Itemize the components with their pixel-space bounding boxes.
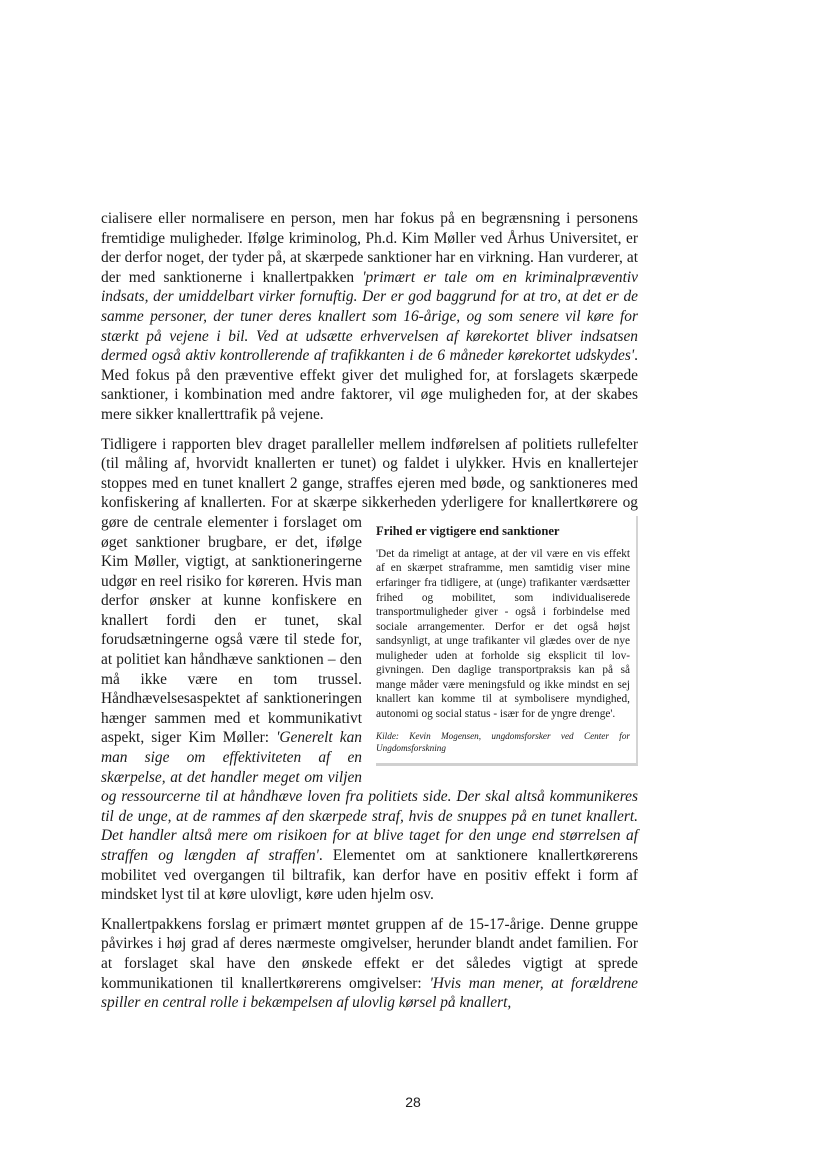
paragraph-3 <box>101 915 638 1013</box>
body-text <box>101 209 638 1013</box>
sidebar-quote: 'Det da rimeligt at antage, at der vil være en vis effekt af en skærpet straframme, men samtidig viser mine erfaringer fra tidligere, at (unge) trafikanter værdsætter frihed og mobilitet, som individualiserede transportmuligheder giver - også i forbindelse med sociale arrangementer. Derfor er det også højst sandsynligt, at unge trafikanter vil glædes over de nye muligheder uden at forholde sig eksplicit til lovgivningen. Den daglige transportpraksis kan på så mange måder være meningsfuld og ikke mindst en sej knallert kan komme til at symbolisere myndighed, autonomi og social status - især for de yngre drenge'. <box>376 547 630 720</box>
paragraph-1 <box>101 209 638 425</box>
paragraph-2 <box>101 435 638 905</box>
paragraph-2-text-end: . Elementet om at sanktionere knallertkørerens mobilitet ved overgangen til biltrafik, kan derfor have en positiv effekt i form af mindsket lyst til at køre ulovligt, køre uden hjelm osv. <box>101 847 638 904</box>
paragraph-1-text: cialisere eller normalisere en person, men har fokus på en begrænsning i personens fremtidige muligheder. Ifølge kriminolog, Ph.d. Kim Møller ved Århus Universitet, er der derfor noget, der tyder på, at skærpede sanktioner har en virkning. Han vurderer, at der med sanktionerne i knallertpakken <box>101 210 638 286</box>
sidebar-box <box>376 516 638 767</box>
paragraph-1-quote: 'primært er tale om en kriminalpræventiv indsats, der umiddelbart virker fornuftig. Der er god baggrund for at tro, at det er de samme personer, der tuner deres knallert som 16-årige, og som senere vil køre for stærkt på vejene i bil. Ved at udsætte erhvervelsen af kørekortet bliver indsatsen dermed også aktiv kontrollerende af trafikkanten i de 6 måneder kørekortet udskydes' <box>101 268 638 365</box>
sidebar-source: Kilde: Kevin Mogensen, ungdomsforsker ved Center for Ungdomsforskning <box>376 731 630 753</box>
sidebar-title: Frihed er vigtigere end sanktioner <box>376 523 560 538</box>
paragraph-3-quote: 'Hvis man mener, at forældrene spiller en central rolle i bekæmpelsen af ulovlig kørsel på knallert, <box>101 974 638 1012</box>
paragraph-1-text-end: . Med fokus på den præventive effekt giver det mulighed for, at forslagets skærpede sanktioner, i kombination med andre faktorer, vil øge muligheden for, at der skabes mere sikker knallerttrafik på vejene. <box>101 347 638 423</box>
paragraph-3-text: Knallertpakkens forslag er primært møntet gruppen af de 15-17-årige. Denne gruppe påvirkes i høj grad af deres nærmeste omgivelser, herunder blandt andet familien. For at forslaget skal have den ønskede effekt er det således vigtigt at sprede kommunikationen til knallertkørerens omgivelser: <box>101 915 638 992</box>
page-number: 28 <box>405 1094 421 1110</box>
paragraph-2-text-start: Tidligere i rapporten blev draget paralleller mellem indførelsen af politiets rullefelter (til måling af, hvorvidt knallerten er tunet) og faldet i ulykker. Hvis en knallertejer stoppes med en tunet knallert 2 gange, straffes ejeren med bøde, og sanktioneres med konfiskering af knallerten. For at skærpe sikkerheden yderligere for <box>101 435 638 512</box>
paragraph-2-text-wrap: knallertkørere og gøre de centrale elementer i forslaget om øget sanktioner brugbare, er det, ifølge Kim Møller, vigtigt, at sanktioneringerne udgør en reel risiko for køreren. Hvis man derfor ønsker at kunne konfiskere en knallert fordi den er tunet, skal forudsætningerne også være til stede for, at politiet kan håndhæve sanktionen – den må ikke være en tom trussel. Håndhævelsesaspektet af sanktioneringen hænger sammen med et kommunikativt aspekt, siger Kim Møller: <box>101 494 638 747</box>
paragraph-2-quote: 'Generelt kan man sige om effektiviteten af en skærpelse, at det handler meget om viljen og ressourcerne til at håndhæve loven fra politiets side. Der skal altså kommunikeres til de unge, at de rammes af den skærpede straf, hvis de snuppes på en tunet knallert. Det handler altså mere om risikoen for at blive taget for den unge end størrelsen af straffen og længden af straffen' <box>101 729 638 864</box>
